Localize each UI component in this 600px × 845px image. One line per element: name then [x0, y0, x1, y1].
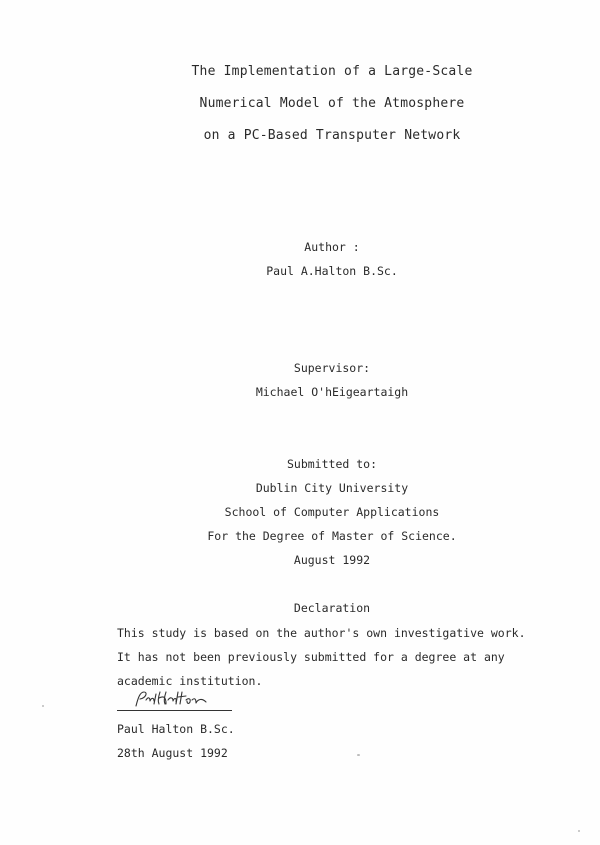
handwritten-signature	[132, 688, 212, 710]
signature-date: 28th August 1992	[117, 746, 228, 760]
scan-speck	[42, 705, 44, 707]
supervisor-heading: Supervisor:	[293, 361, 371, 375]
title-line-1: The Implementation of a Large-Scale	[191, 64, 473, 79]
declaration-heading: Declaration	[293, 601, 371, 615]
title-line-3: on a PC-Based Transputer Network	[203, 128, 461, 143]
title-line-2: Numerical Model of the Atmosphere	[199, 96, 465, 111]
university-name: Dublin City University	[255, 481, 409, 495]
declaration-line-2: It has not been previously submitted for a degree at any	[117, 650, 505, 664]
declaration-line-1: This study is based on the author's own investigative work.	[117, 626, 526, 640]
declaration-line-3: academic institution.	[117, 674, 263, 688]
signature-line	[117, 710, 232, 711]
submission-date: August 1992	[293, 553, 371, 567]
author-heading: Author :	[304, 240, 360, 254]
author-name: Paul A.Halton B.Sc.	[266, 264, 398, 278]
degree-line: For the Degree of Master of Science.	[207, 529, 457, 543]
scan-speck	[357, 754, 360, 756]
supervisor-name: Michael O'hEigeartaigh	[255, 385, 409, 399]
school-name: School of Computer Applications	[224, 505, 440, 519]
scan-speck	[578, 830, 580, 832]
submitted-heading: Submitted to:	[286, 457, 377, 471]
signature-name: Paul Halton B.Sc.	[117, 722, 235, 736]
